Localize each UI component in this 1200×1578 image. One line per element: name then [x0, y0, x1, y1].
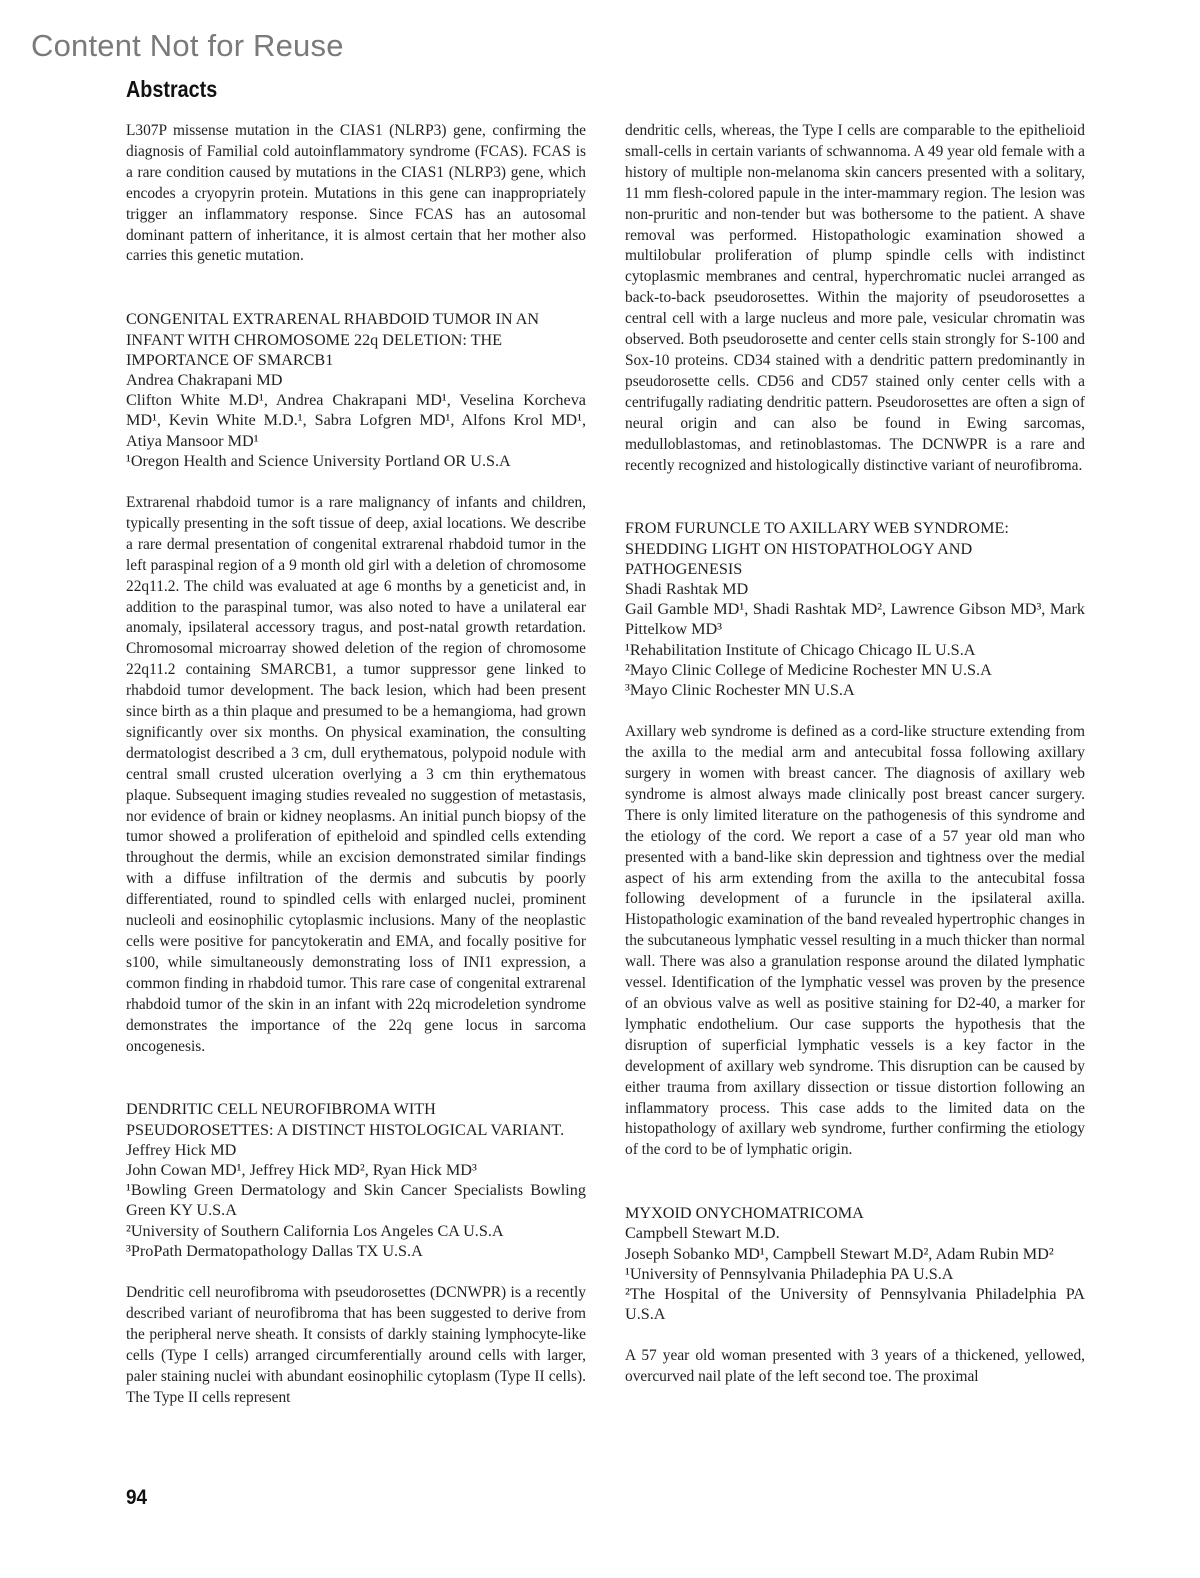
abstract-affiliation: ¹Bowling Green Dermatology and Skin Cancer Specialists Bowling Green KY U.S.A: [126, 1181, 586, 1220]
abstract-affiliation: ²University of Southern California Los Angeles CA U.S.A: [126, 1221, 504, 1240]
abstract-axillary-web: [625, 518, 1085, 1161]
abstract-body: Dendritic cell neurofibroma with pseudorosettes (DCNWPR) is a recently described variant of neurofibroma that has been suggested to derive from the peripheral nerve sheath. It consists of darkly staining lymphocyte-like cells (Type I cells) arranged circumferentially around cells with larger, paler staining nuclei with abundant eosinophilic cytoplasm (Type II cells). The Type II cells represent: [126, 1284, 586, 1406]
abstract-affiliation: ²The Hospital of the University of Pennsylvania Philadelphia PA U.S.A: [625, 1285, 1085, 1324]
abstract-affiliation: ³Mayo Clinic Rochester MN U.S.A: [625, 681, 855, 700]
abstract-presenter: Andrea Chakrapani MD: [126, 370, 283, 389]
watermark: Content Not for Reuse: [31, 28, 344, 63]
abstract-body-continued: dendritic cells, whereas, the Type I cells are comparable to the epithelioid small-cells in certain variants of schwannoma. A 49 year old female with a history of multiple non-melanoma skin cancers presented with a solitary, 11 mm flesh-colored papule in the inter-mammary region. The lesion was non-pruritic and non-tender but was bothersome to the patient. A shave removal was performed. Histopathologic examination showed a multilobular proliferation of plump spindle cells with indistinct cytoplasmic membranes and central, hyperchromatic nuclei arranged as back-to-back pseudorosettes. Within the majority of pseudorosettes a central cell with a large nucleus and more pale, vesicular chromatin was observed. Both pseudorosette and center cells stain strongly for S-100 and Sox-10 proteins. CD34 stained with a dendritic pattern predominantly in pseudorosette cells. CD56 and CD57 stained only center cells with a centrifugally radiating dendritic pattern. Pseudorosettes are often a sign of neural origin and can also be found in Ewing sarcomas, medulloblastomas, and retinoblastomas. The DCNWPR is a rare and recently recognized and histologically distinctive variant of neurofibroma.: [625, 122, 1085, 474]
abstract-authors: John Cowan MD¹, Jeffrey Hick MD², Ryan Hick MD³: [126, 1161, 477, 1180]
abstract-title: CONGENITAL EXTRARENAL RHABDOID TUMOR IN AN INFANT WITH CHROMOSOME 22q DELETION: THE IMPORTANCE OF SMARCB1: [126, 310, 540, 369]
abstract-affiliation: ²Mayo Clinic College of Medicine Rochester MN U.S.A: [625, 660, 992, 679]
page-number: 94: [126, 1486, 148, 1509]
abstract-presenter: Campbell Stewart M.D.: [625, 1224, 780, 1243]
abstract-affiliation: ³ProPath Dermatopathology Dallas TX U.S.A: [126, 1241, 423, 1260]
abstract-affiliation: ¹Rehabilitation Institute of Chicago Chicago IL U.S.A: [625, 640, 976, 659]
abstract-title: FROM FURUNCLE TO AXILLARY WEB SYNDROME: SHEDDING LIGHT ON HISTOPATHOLOGY AND PATHOGENESIS: [625, 519, 1009, 578]
abstract-onychomatricoma: [625, 1203, 1085, 1388]
abstract-affiliation: ¹Oregon Health and Science University Portland OR U.S.A: [126, 451, 511, 470]
abstract-authors: Gail Gamble MD¹, Shadi Rashtak MD², Lawrence Gibson MD³, Mark Pittelkow MD³: [625, 600, 1085, 639]
abstract-body: A 57 year old woman presented with 3 years of a thickened, yellowed, overcurved nail plate of the left second toe. The proximal: [625, 1347, 1085, 1386]
abstract-presenter: Jeffrey Hick MD: [126, 1140, 237, 1159]
right-column: [625, 121, 1085, 1388]
abstract-dendritic: [126, 1099, 586, 1408]
abstract-authors: Joseph Sobanko MD¹, Campbell Stewart M.D², Adam Rubin MD²: [625, 1244, 1054, 1263]
abstract-body: Extrarenal rhabdoid tumor is a rare malignancy of infants and children, typically presenting in the soft tissue of deep, axial locations. We describe a rare dermal presentation of congenital extrarenal rhabdoid tumor in the left paraspinal region of a 9 month old girl with a deletion of chromosome 22q11.2. The child was evaluated at age 6 months by a geneticist and, in addition to the paraspinal tumor, was also noted to have a unilateral ear anomaly, ipsilateral accessory tragus, and post-natal growth retardation. Chromosomal microarray showed deletion of the region of chromosome 22q11.2 containing SMARCB1, a tumor suppressor gene linked to rhabdoid tumor development. The back lesion, which had been present since birth as a thin plaque and presumed to be a hemangioma, had grown significantly over six months. On physical examination, the consulting dermatologist described a 3 cm, dull erythematous, polypoid nodule with central small crusted ulceration overlying a 3 cm thin erythematous plaque. Subsequent imaging studies revealed no suggestion of metastasis, nor evidence of brain or kidney neoplasms. An initial punch biopsy of the tumor showed a proliferation of epitheloid and spindled cells extending throughout the dermis, while an excision demonstrated similar findings with a diffuse infiltration of the dermis and subcutis by poorly differentiated, round to spindled cells with enlarged nuclei, prominent nucleoli and eosinophilic cytoplasmic inclusions. Many of the neoplastic cells were positive for pancytokeratin and EMA, and focally positive for s100, while simultaneously demonstrating loss of INI1 expression, a common finding in rhabdoid tumor. This rare case of congenital extrarenal rhabdoid tumor of the skin in an infant with 22q microdeletion syndrome demonstrates the importance of the 22q gene locus in sarcoma oncogenesis.: [126, 493, 586, 1055]
abstract-body: Axillary web syndrome is defined as a cord-like structure extending from the axilla to the medial arm and antecubital fossa following axillary surgery in women with breast cancer. The diagnosis of axillary web syndrome is almost always made clinically post breast cancer surgery. There is only limited literature on the pathogenesis of this syndrome and the etiology of the cord. We report a case of a 57 year old man who presented with a band-like skin depression and tightness over the medial aspect of his arm extending from the axilla to the antecubital fossa following development of a furuncle in the ipsilateral axilla. Histopathologic examination of the band revealed hypertrophic changes in the subcutaneous lymphatic vessel resulting in a much thicker than normal wall. There was also a granulation response around the dilated lymphatic vessel. Identification of the lymphatic vessel was proven by the presence of an obvious valve as well as positive staining for D2-40, a marker for lymphatic endothelium. Our case supports the hypothesis that the disruption of superficial lymphatic vessels is a key factor in the development of axillary web syndrome. This disruption can be caused by either trauma from axillary dissection or tissue distortion following an inflammatory process. This case adds to the limited data on the histopathology of axillary web syndrome, further confirming the etiology of the cord to be of lymphatic origin.: [625, 723, 1085, 1159]
left-column: [126, 121, 586, 1409]
intro-paragraph: L307P missense mutation in the CIAS1 (NLRP3) gene, confirming the diagnosis of Familial cold autoinflammatory syndrome (FCAS). FCAS is a rare condition caused by mutations in the CIAS1 (NLRP3) gene, which encodes a cryopyrin protein. Mutations in this gene can inappropriately trigger an inflammatory response. Since FCAS has an autosomal dominant pattern of inheritance, it is almost certain that her mother also carries this genetic mutation.: [126, 122, 586, 265]
abstract-title: MYXOID ONYCHOMATRICOMA: [625, 1204, 864, 1223]
abstract-authors: Clifton White M.D¹, Andrea Chakrapani MD¹, Veselina Korcheva MD¹, Kevin White M.D.¹, Sabra Lofgren MD¹, Alfons Krol MD¹, Atiya Mansoor MD¹: [126, 391, 586, 450]
abstract-title: DENDRITIC CELL NEUROFIBROMA WITH PSEUDOROSETTES: A DISTINCT HISTOLOGICAL VARIANT.: [126, 1100, 565, 1139]
abstract-affiliation: ¹University of Pennsylvania Philadephia PA U.S.A: [625, 1264, 954, 1283]
section-label: Abstracts: [126, 76, 218, 102]
abstract-presenter: Shadi Rashtak MD: [625, 580, 749, 599]
abstract-rhabdoid: [126, 309, 586, 1057]
